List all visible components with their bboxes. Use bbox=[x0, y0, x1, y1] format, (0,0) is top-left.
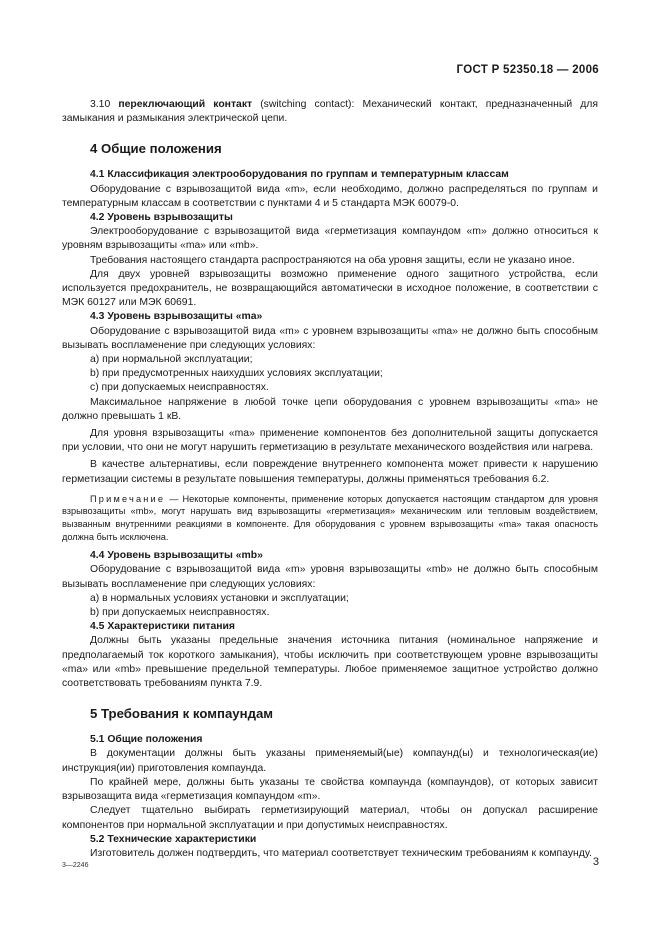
para-5-1-c: Следует тщательно выбирать герметизирующий материал, чтобы он допускал расширение компонентов при нормальной эксплуатации и при допустимых неисправностях. bbox=[62, 805, 598, 831]
para-4-2-c: Для двух уровней взрывозащиты возможно применение одного защитного устройства, если используется предохранитель, не возвращающийся автоматически в исходное положение, в соответствии с МЭК 60127 или МЭК 60691. bbox=[62, 268, 598, 309]
para-5-2: Изготовитель должен подтвердить, что материал соответствует техническим требованиям к компаунду. bbox=[90, 847, 592, 859]
section-4-title: 4 Общие положения bbox=[90, 141, 222, 157]
note-label: Примечание bbox=[90, 493, 166, 504]
list-item: b) при предусмотренных наихудших условиях эксплуатации; bbox=[90, 368, 383, 380]
heading-4-2: 4.2 Уровень взрывозащиты bbox=[90, 212, 233, 224]
para-4-3-c: Для уровня взрывозащиты «ma» применение компонентов без дополнительной защиты допускается при условии, что они не могут нарушить герметизацию в результате механического воздействия или нагрева. bbox=[62, 428, 598, 454]
clause-number: 3.10 bbox=[90, 99, 111, 110]
para-5-1-a: В документации должны быть указаны применяемый(ые) компаунд(ы) и технологическая(ие) инструкция(ии) приготовления компаунда. bbox=[62, 748, 598, 774]
para-4-5: Должны быть указаны предельные значения источника питания (номинальное напряжение и предполагаемый ток короткого замыкания), чтобы исключить при соответствующем уровне взрывозащиты «ma» или «mb» превышение предельной температуры. Любое применяемое защитное устройство должно соответствовать требованиям пункта 7.9. bbox=[62, 635, 598, 690]
list-item: а) при нормальной эксплуатации; bbox=[90, 354, 253, 366]
page-number: 3 bbox=[592, 856, 599, 868]
para-4-3-d: В качестве альтернативы, если повреждение внутреннего компонента может привести к нарушению герметизации системы в результате повышения температуры, должны применяться требования 6.2. bbox=[62, 459, 598, 485]
para-4-1: Оборудование с взрывозащитой вида «m», если необходимо, должно распределяться по группам и температурным классам в соответствии с пунктами 4 и 5 стандарта МЭК 60079-0. bbox=[62, 183, 598, 209]
heading-4-5: 4.5 Характеристики питания bbox=[90, 621, 235, 633]
para-4-4: Оборудование с взрывозащитой вида «m» уровня взрывозащиты «mb» не должно быть способным вызывать воспламенение при следующих условиях: bbox=[62, 564, 598, 590]
note bbox=[62, 493, 598, 543]
list-item: а) в нормальных условиях установки и эксплуатации; bbox=[90, 592, 349, 604]
list-item: b) при допускаемых неисправностях. bbox=[90, 607, 270, 619]
para-4-3-b: Максимальное напряжение в любой точке цепи оборудования с уровнем взрывозащиты «ma» не должно превышать 1 кВ. bbox=[62, 396, 598, 422]
heading-5-2: 5.2 Технические характеристики bbox=[90, 833, 257, 845]
para-4-2-a: Электрооборудование с взрывозащитой вида «герметизация компаундом «m» должно относиться к уровням взрывозащиты «ma» или «mb». bbox=[62, 226, 598, 252]
para-4-3-a: Оборудование с взрывозащитой вида «m» с уровнем взрывозащиты «ma» не должно быть способным вызывать воспламенение при следующих условиях: bbox=[62, 325, 598, 351]
print-code: 3—2246 bbox=[62, 862, 89, 869]
para-4-2-b: Требования настоящего стандарта распространяются на оба уровня защиты, если не указано иное. bbox=[90, 254, 575, 266]
term: переключающий контакт bbox=[118, 99, 253, 110]
term-definition: (switching contact): Механический контакт, предназначенный для замыкания и размыкания электрической цепи. bbox=[62, 99, 598, 125]
note-text: — Некоторые компоненты, применение которых допускается настоящим стандартом для уровня взрывозащиты «mb», могут нарушать вид взрывозащиты «герметизация» механическим или тепловым воздействием, вызванным внутренними реакциями в компоненте. Для оборудования с уровнем взрывозащиты «ma» такая опасность должна быть исключена. bbox=[62, 493, 598, 542]
heading-5-1: 5.1 Общие положения bbox=[90, 734, 203, 746]
clause-3-10 bbox=[62, 98, 598, 126]
heading-4-1: 4.1 Классификация электрооборудования по группам и температурным классам bbox=[90, 169, 509, 181]
para-5-1-b: По крайней мере, должны быть указаны те свойства компаунда (компаундов), от которых зависит взрывозащита вида «герметизация компаундом «m». bbox=[62, 776, 598, 803]
heading-4-4: 4.4 Уровень взрывозащиты «mb» bbox=[90, 550, 263, 562]
document-id: ГОСТ Р 52350.18 — 2006 bbox=[456, 64, 599, 76]
heading-4-3: 4.3 Уровень взрывозащиты «ma» bbox=[90, 311, 263, 323]
list-item: с) при допускаемых неисправностях. bbox=[90, 382, 269, 394]
document-body bbox=[62, 98, 598, 861]
section-5-title: 5 Требования к компаундам bbox=[90, 706, 274, 722]
